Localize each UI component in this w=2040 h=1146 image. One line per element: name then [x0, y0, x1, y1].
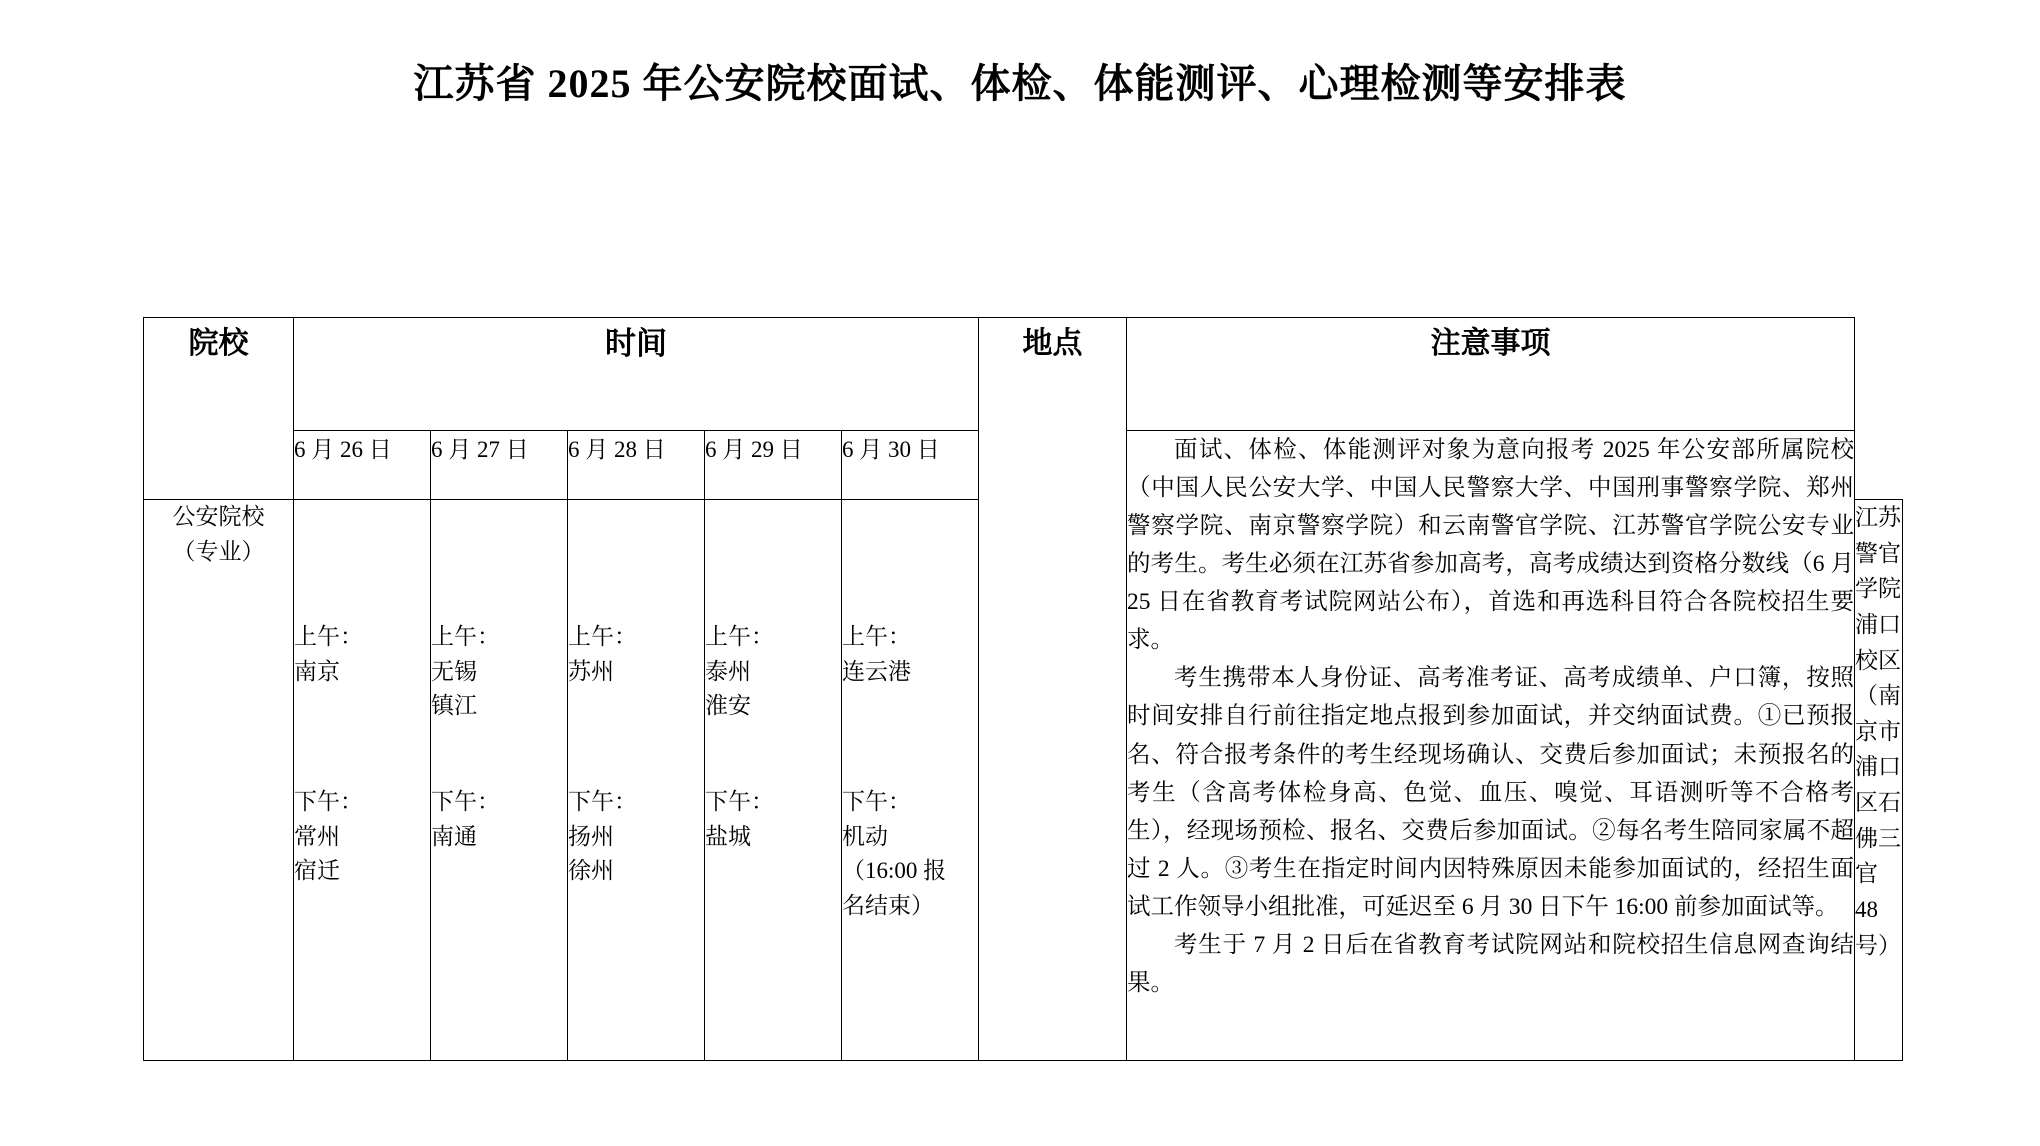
morning-block-5 [842, 620, 978, 689]
morning-block-1 [294, 620, 430, 689]
table-header-row [144, 318, 1903, 431]
afternoon-label-4: 下午： [705, 789, 774, 814]
school-label-line2: （专业） [172, 538, 265, 564]
afternoon-label-1: 下午： [294, 789, 363, 814]
afternoon-city-5-2: （16:00 报 [842, 858, 947, 883]
schedule-cell-4 [705, 500, 842, 1061]
date-cell-4: 6 月 29 日 [705, 431, 842, 500]
afternoon-block-1 [294, 785, 430, 889]
morning-city-4-1: 泰州 [705, 658, 751, 684]
afternoon-block-5 [842, 785, 978, 923]
schedule-table-container [143, 317, 1903, 1061]
morning-city-4-2: 淮安 [705, 693, 751, 718]
afternoon-label-2: 下午： [431, 789, 500, 814]
afternoon-block-4 [705, 785, 841, 854]
morning-label-4: 上午： [705, 624, 774, 649]
morning-block-3 [568, 620, 704, 689]
notes-paragraph-1: 面试、体检、体能测评对象为意向报考 2025 年公安部所属院校（中国人民公安大学、中国人民警察大学、中国刑事警察学院、郑州警察学院、南京警察学院）和云南警官学院、江苏警官学院公安专业的考生。考生必须在江苏省参加高考，高考成绩达到资格分数线（6 月 25 日在省教育考试院网站公布），首选和再选科目符合各院校招生要求。 [1127, 437, 1855, 654]
schedule-cell-2 [431, 500, 568, 1061]
afternoon-city-5-1: 机动 [842, 823, 888, 849]
schedule-cell-5 [842, 500, 979, 1061]
date-cell-2: 6 月 27 日 [431, 431, 568, 500]
morning-city-3-1: 苏州 [568, 658, 614, 684]
afternoon-block-3 [568, 785, 704, 889]
school-label-cell [144, 500, 294, 1061]
date-cell-3: 6 月 28 日 [568, 431, 705, 500]
schedule-cell-1 [294, 500, 431, 1061]
afternoon-city-5-3: 名结束） [842, 892, 934, 918]
morning-city-1-1: 南京 [294, 658, 340, 684]
afternoon-city-3-2: 徐州 [568, 858, 614, 883]
morning-label-3: 上午： [568, 624, 637, 649]
school-label-line1: 公安院校 [172, 504, 265, 529]
morning-city-2-1: 无锡 [431, 658, 477, 684]
header-time: 时间 [294, 318, 979, 431]
header-place: 地点 [979, 318, 1127, 1061]
afternoon-city-3-1: 扬州 [568, 823, 614, 849]
date-cell-1: 6 月 26 日 [294, 431, 431, 500]
date-cell-5: 6 月 30 日 [842, 431, 979, 500]
morning-city-5-1: 连云港 [842, 658, 911, 684]
morning-block-4 [705, 620, 841, 724]
afternoon-label-5: 下午： [842, 789, 911, 814]
afternoon-city-2-1: 南通 [431, 823, 477, 849]
morning-label-2: 上午： [431, 624, 500, 649]
page-title: 江苏省 2025 年公安院校面试、体检、体能测评、心理检测等安排表 [413, 61, 1627, 106]
notes-cell [1127, 431, 1855, 1061]
morning-city-2-2: 镇江 [431, 693, 477, 718]
morning-block-2 [431, 620, 567, 724]
schedule-cell-3 [568, 500, 705, 1061]
afternoon-city-1-1: 常州 [294, 823, 340, 849]
morning-label-5: 上午： [842, 624, 911, 649]
place-cell: 江苏警官学院浦口校区（南京市浦口区石佛三官 48 号） [1855, 500, 1903, 1061]
morning-label-1: 上午： [294, 624, 363, 649]
notes-paragraph-2: 考生携带本人身份证、高考准考证、高考成绩单、户口簿，按照时间安排自行前往指定地点报到参加面试，并交纳面试费。①已预报名、符合报考条件的考生经现场确认、交费后参加面试；未预报名的考生（含高考体检身高、色觉、血压、嗅觉、耳语测听等不合格考生），经现场预检、报名、交费后参加面试。②每名考生陪同家属不超过 2 人。③考生在指定时间内因特殊原因未能参加面试的，经招生面试工作领导小组批准，可延迟至 6 月 30 日下午 16:00 前参加面试等。 [1127, 665, 1855, 920]
header-notes: 注意事项 [1127, 318, 1855, 431]
afternoon-label-3: 下午： [568, 789, 637, 814]
schedule-table [143, 317, 1903, 1061]
afternoon-city-4-1: 盐城 [705, 823, 751, 849]
header-school: 院校 [144, 318, 294, 500]
document-page [0, 52, 2040, 1146]
afternoon-block-2 [431, 785, 567, 854]
notes-paragraph-3: 考生于 7 月 2 日后在省教育考试院网站和院校招生信息网查询结果。 [1127, 931, 1855, 996]
afternoon-city-1-2: 宿迁 [294, 858, 340, 883]
